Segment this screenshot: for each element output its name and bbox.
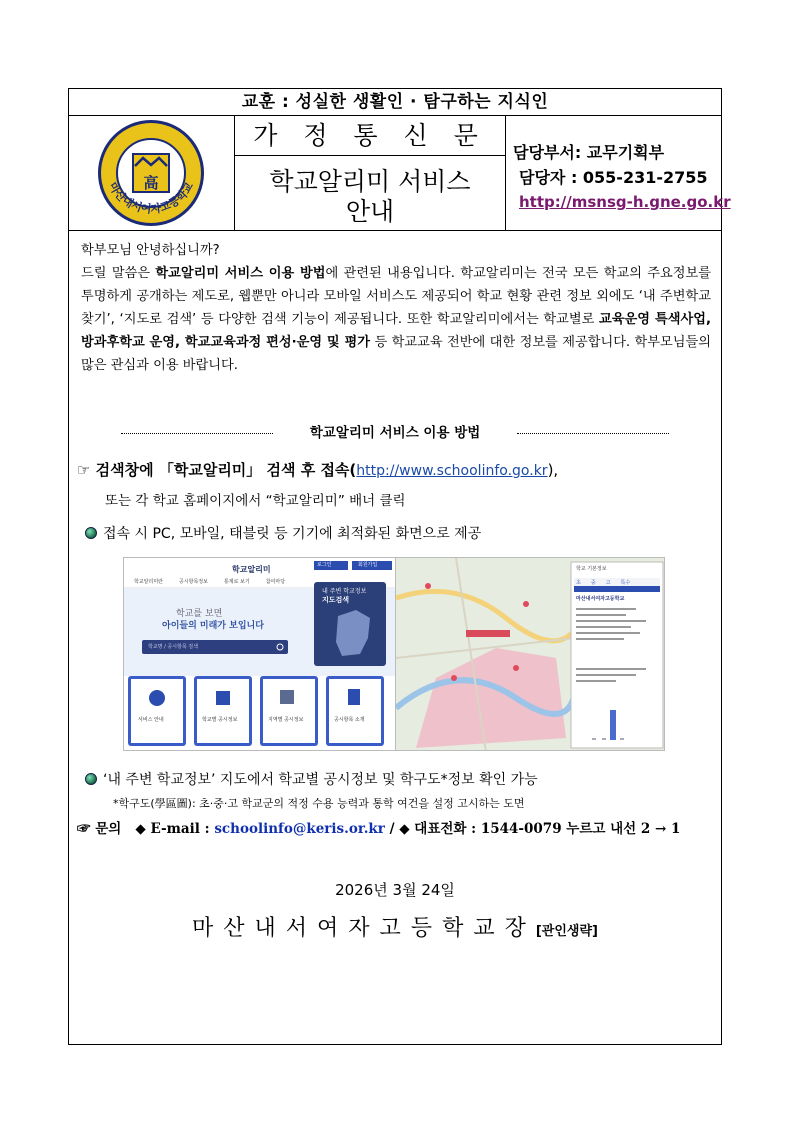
subject-line-2: 안내 bbox=[345, 197, 395, 226]
logo-cell bbox=[69, 116, 235, 230]
intro-paragraph bbox=[81, 239, 711, 377]
bullet-map bbox=[85, 769, 538, 789]
hero-line-1: 학교를 보면 bbox=[176, 609, 223, 619]
title-cell bbox=[235, 116, 506, 230]
map-card-title-2: 지도검색 bbox=[322, 596, 350, 604]
intro-text-e: 등 학교교육 전반에 대한 정보를 제공합니다. 학부모님들의 많은 관심과 이용 바랍니다. bbox=[81, 335, 711, 373]
map-screenshot bbox=[395, 557, 665, 751]
divider-left bbox=[121, 433, 273, 434]
intro-bold-topics: 교육운영 특색사업, 방과후학교 운영, 학교교육과정 편성·운영 및 평가 bbox=[81, 312, 712, 350]
site-search-placeholder: 학교명 / 공시항목 검색 bbox=[148, 644, 198, 650]
access-text: ☞ 검색창에 「학교알리미」 검색 후 접속( bbox=[77, 461, 357, 479]
bullet-dot-icon bbox=[85, 527, 97, 539]
site-nav-item: 공시항목정보 bbox=[178, 579, 208, 585]
map-tab: 중 bbox=[590, 580, 596, 586]
department-label: 담당부서: 교무기획부 bbox=[513, 143, 665, 162]
website-screenshot bbox=[123, 557, 397, 751]
subject-line-1: 학교알리미 서비스 bbox=[269, 167, 471, 196]
intro-bold-service: 학교알리미 서비스 이용 방법 bbox=[155, 266, 326, 281]
school-seal-icon bbox=[77, 118, 227, 228]
map-panel-school: 마산내서여자고등학교 bbox=[576, 596, 625, 602]
contact-phone: 담당자 : 055-231-2755 bbox=[519, 168, 708, 187]
card-label: 공시항목 소개 bbox=[334, 717, 365, 723]
intro-body bbox=[81, 262, 711, 377]
issue-date: 2026년 3월 24일 bbox=[335, 881, 455, 899]
homepage-link[interactable]: http://msnsg-h.gne.go.kr bbox=[519, 193, 731, 211]
principal-signature bbox=[69, 911, 721, 942]
map-tab: 고 bbox=[605, 580, 611, 586]
card-label: 학교별 공시정보 bbox=[202, 717, 238, 723]
school-motto: 교훈 : 성실한 생활인 · 탐구하는 지식인 bbox=[69, 89, 721, 116]
newsletter-subject bbox=[235, 156, 505, 227]
principal-name: 마산내서여자고등학교장 bbox=[192, 916, 536, 941]
map-panel-tabs bbox=[576, 579, 630, 586]
greeting: 학부모님 안녕하십니까? bbox=[81, 243, 220, 258]
seal-text: 마산내서여자고등학교 bbox=[105, 180, 197, 216]
phone-text: / ◆ 대표전화 : 1544-0079 누르고 내선 2 → 1 bbox=[384, 821, 681, 837]
inquiry-line bbox=[77, 817, 680, 837]
section-title: 학교알리미 서비스 이용 방법 bbox=[309, 425, 481, 441]
inquiry-label: ☞ 문의 bbox=[77, 821, 122, 837]
seal-emblem-char: 高 bbox=[143, 174, 159, 192]
site-nav-item: 통계로 보기 bbox=[223, 579, 250, 585]
bullet-dot-icon bbox=[85, 773, 97, 785]
bullet-devices-text: 접속 시 PC, 모바일, 태블릿 등 기기에 최적화된 화면으로 제공 bbox=[103, 526, 482, 542]
intro-text-c: 에 관련된 내용입니다. 학교알리미는 전국 모든 학교의 주요정보를 투명하게 공개하는 제도로, 웹뿐만 아니라 모바일 서비스도 제공되어 학교 현황 관련 정보 외에도 ‘내 주변학교 찾기’, ‘지도로 검색’ 등 다양한 검색 기능이 제공됩니다. 또한 학교알리미에서는 학교별로 bbox=[81, 266, 711, 327]
card-label: 지역별 공시정보 bbox=[268, 717, 304, 723]
login-button: 로그인 bbox=[317, 562, 332, 568]
access-suffix: ), bbox=[547, 461, 559, 479]
map-tab: 초 bbox=[576, 580, 581, 586]
site-title: 학교알리미 bbox=[232, 565, 271, 574]
site-nav bbox=[134, 578, 285, 585]
section-heading bbox=[121, 423, 669, 443]
site-nav-item: 참여마당 bbox=[265, 579, 286, 585]
seal-omitted: [관인생략] bbox=[535, 924, 598, 939]
map-illustration bbox=[396, 558, 665, 751]
schoolinfo-link[interactable]: http://www.schoolinfo.go.kr bbox=[356, 463, 548, 479]
divider-right bbox=[517, 433, 669, 434]
department-cell bbox=[507, 116, 731, 230]
access-instruction bbox=[77, 459, 558, 480]
card-label: 서비스 안내 bbox=[138, 717, 164, 723]
newsletter-title: 가 정 통 신 문 bbox=[235, 116, 505, 156]
banner-instruction: 또는 각 학교 홈페이지에서 “학교알리미” 배너 클릭 bbox=[105, 493, 406, 509]
site-nav-item: 학교알리미란 bbox=[134, 579, 163, 585]
map-card-title-1: 내 주변 학교정보 bbox=[322, 588, 367, 595]
hero-line-2: 아이들의 미래가 보입니다 bbox=[162, 621, 264, 631]
map-panel-title: 학교 기본정보 bbox=[576, 566, 607, 572]
footnote: *학구도(學區圖): 초·중·고 학교군의 적정 수용 능력과 통학 여건을 설정 고시하는 도면 bbox=[113, 797, 525, 810]
intro-text-a: 드릴 말씀은 bbox=[81, 266, 156, 281]
newsletter-header bbox=[69, 116, 731, 231]
newsletter-frame bbox=[68, 88, 731, 1045]
bullet-devices bbox=[85, 523, 481, 543]
email-label: ◆ E-mail : bbox=[135, 821, 215, 837]
map-tab: 특수 bbox=[620, 580, 631, 586]
bullet-map-text: ‘내 주변 학교정보’ 지도에서 학교별 공시정보 및 학구도*정보 확인 가능 bbox=[103, 772, 538, 788]
email-link[interactable]: schoolinfo@keris.or.kr bbox=[214, 821, 385, 837]
signup-button: 회원가입 bbox=[358, 562, 378, 568]
